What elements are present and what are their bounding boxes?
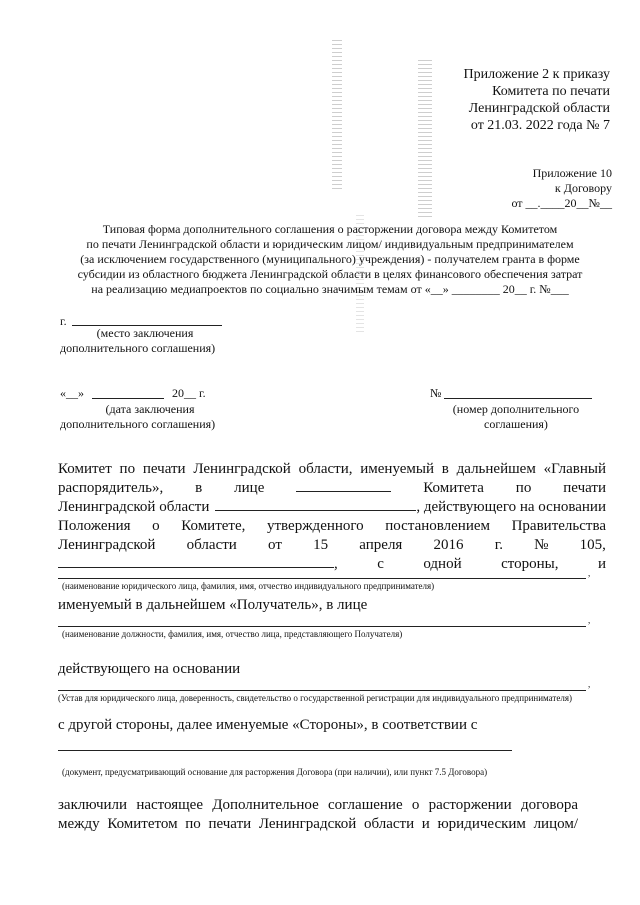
- word: Ленинградской области: [58, 499, 210, 515]
- named-recipient: именуемый в дальнейшем «Получатель», в лице: [58, 597, 368, 613]
- place-prefix: г.: [60, 314, 67, 328]
- date-open: «__»: [60, 386, 84, 400]
- word: по: [515, 480, 532, 496]
- date-caption: [60, 402, 280, 432]
- word: печати: [563, 480, 606, 496]
- comma-mark: ,: [588, 568, 591, 578]
- appendix-contract-line: Приложение 10: [532, 166, 612, 180]
- word: распорядитель»,: [58, 480, 164, 496]
- caption-document: (документ, предусматривающий основание для расторжения Договора (при наличии), или пункт 7.5 Договора): [62, 767, 488, 777]
- main-paragraph: [58, 460, 606, 574]
- scan-noise-mark: [332, 40, 342, 190]
- number-caption-line: соглашения): [484, 417, 548, 431]
- paragraph-line: [58, 498, 606, 517]
- concluded-line: заключили настоящее Дополнительное соглашение о расторжении договора: [58, 797, 578, 813]
- word: стороны,: [501, 556, 559, 572]
- other-side: с другой стороны, далее именуемые «Стороны», в соответствии с: [58, 717, 478, 733]
- form-title: [40, 222, 620, 297]
- word: 15: [313, 537, 329, 553]
- paragraph-line: [58, 555, 606, 574]
- word: 105,: [579, 537, 606, 553]
- comma-mark: ,: [588, 679, 591, 689]
- paragraph-line: [58, 479, 606, 498]
- date-caption-line: дополнительного соглашения): [60, 417, 216, 431]
- position-field[interactable]: [58, 626, 586, 627]
- paragraph-line: Комитет по печати Ленинградской области, именуемый в дальнейшем «Главный: [58, 461, 606, 477]
- appendix-main-line: Приложение 2 к приказу: [463, 67, 610, 82]
- word: области: [186, 537, 237, 553]
- concluded-line: между Комитетом по печати Ленинградской области и юридическим лицом/: [58, 816, 578, 832]
- form-title-line: субсидии из областного бюджета Ленинградской области в целях финансового обеспечения затрат: [77, 267, 583, 281]
- word: от: [268, 537, 282, 553]
- date-month-field[interactable]: [92, 398, 164, 399]
- word: Комитета: [423, 480, 484, 496]
- paragraph-line: [58, 517, 606, 536]
- word: одной: [423, 556, 462, 572]
- legal-entity-field[interactable]: [58, 578, 586, 579]
- date-year: 20__ г.: [172, 386, 206, 400]
- word: №: [534, 537, 549, 553]
- date-caption-line: (дата заключения: [105, 402, 195, 416]
- document-field[interactable]: [58, 750, 512, 751]
- word: с: [377, 556, 384, 572]
- appendix-main-line: Ленинградской области: [468, 101, 610, 116]
- word: лице: [234, 480, 265, 496]
- representative-name-field[interactable]: [215, 498, 416, 511]
- form-title-line: на реализацию медиапроектов по социально значимым темам от «__» ________ 20__ г. №___: [91, 282, 569, 296]
- word: Комитете,: [181, 518, 246, 534]
- comma-mark: ,: [588, 615, 591, 625]
- word: Ленинградской: [58, 537, 156, 553]
- word: Правительства: [511, 518, 606, 534]
- place-caption: [60, 326, 260, 356]
- word: , действующего на основании: [416, 499, 606, 515]
- number-field[interactable]: [444, 398, 592, 399]
- place-caption-line: дополнительного соглашения): [60, 341, 216, 355]
- word: постановлением: [385, 518, 490, 534]
- form-title-line: по печати Ленинградской области и юридическим лицом/ индивидуальным предпринимателем: [86, 237, 574, 251]
- caption-charter: (Устав для юридического лица, доверенность, свидетельство о государственной регистрации для индивидуального предпринимателя): [58, 693, 572, 703]
- form-title-line: (за исключением государственного (муниципального) учреждения) - получателем гранта в форме: [80, 252, 580, 266]
- word: в: [195, 480, 203, 496]
- place-caption-line: (место заключения: [96, 326, 194, 340]
- word: о: [152, 518, 160, 534]
- appendix-contract-line: от __.____20__№__: [511, 196, 612, 210]
- form-title-line: Типовая форма дополнительного соглашения о расторжении договора между Комитетом: [102, 222, 558, 236]
- appendix-contract-line: к Договору: [554, 181, 612, 195]
- number-caption: [436, 402, 596, 432]
- word: 2016: [433, 537, 464, 553]
- additional-info-field[interactable]: [58, 555, 334, 568]
- paragraph-line: [58, 536, 606, 555]
- number-prefix: №: [430, 386, 442, 400]
- word: апреля: [359, 537, 403, 553]
- appendix-contract-block: [412, 166, 612, 211]
- representative-field[interactable]: [296, 479, 391, 492]
- word: утвержденного: [266, 518, 364, 534]
- concluded-paragraph: [58, 796, 578, 834]
- appendix-main-line: Комитета по печати: [492, 84, 610, 99]
- number-caption-line: (номер дополнительного: [452, 402, 580, 416]
- charter-field[interactable]: [58, 690, 586, 691]
- word: и: [597, 556, 606, 572]
- acting-basis: действующего на основании: [58, 661, 241, 677]
- word: ,: [334, 556, 338, 572]
- appendix-main-line: от 21.03. 2022 года № 7: [470, 118, 610, 133]
- word: г.: [494, 537, 503, 553]
- appendix-main-block: [350, 66, 610, 134]
- word: Положения: [58, 518, 131, 534]
- caption-position: (наименование должности, фамилия, имя, отчество лица, представляющего Получателя): [62, 629, 403, 639]
- caption-legal-entity: (наименование юридического лица, фамилия, имя, отчество индивидуального предпринимателя): [62, 581, 435, 591]
